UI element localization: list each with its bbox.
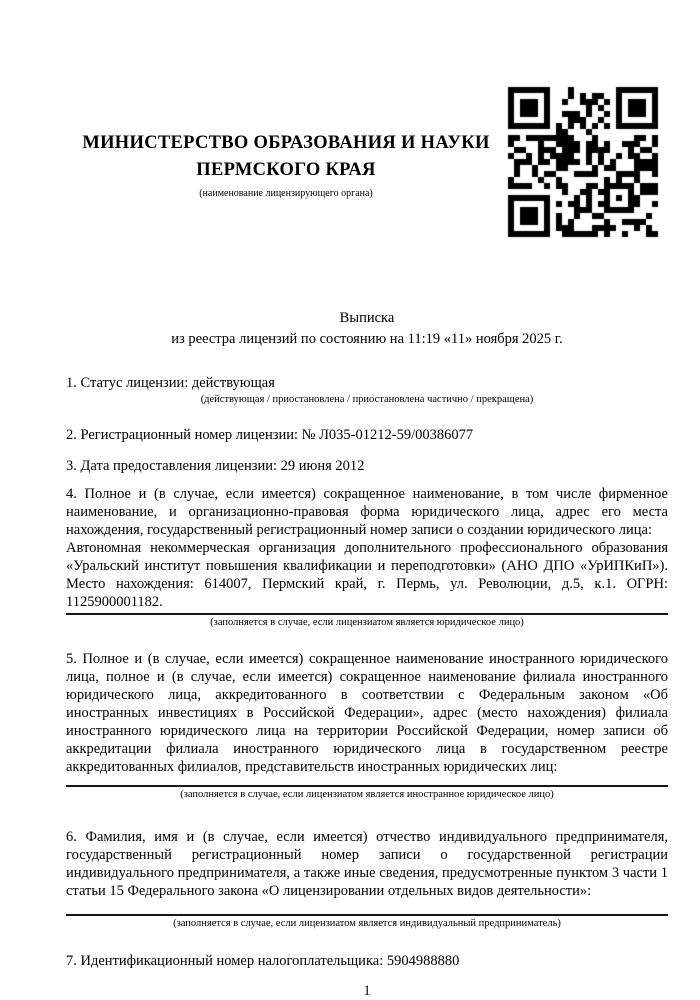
- ministry-name: [66, 130, 506, 184]
- divider-rule: [66, 914, 668, 916]
- page-number: 1: [363, 983, 371, 999]
- document-header: [0, 0, 700, 240]
- grant-date-line: 3. Дата предоставления лицензии: 29 июня 2012: [66, 458, 365, 474]
- empty-field-space: [66, 900, 668, 912]
- status-line: 1. Статус лицензии: действующая: [66, 375, 275, 391]
- document-title-block: [66, 308, 668, 350]
- license-item-reg-number: [66, 426, 668, 444]
- divider-rule: [66, 613, 668, 615]
- taxpayer-id-line: 7. Идентификационный номер налогоплательщика: 5904988880: [66, 953, 460, 969]
- entrepreneur-caption: (заполняется в случае, если лицензиатом является индивидуальный предприниматель): [173, 918, 561, 929]
- divider-rule: [66, 785, 668, 787]
- legal-entity-label: 4. Полное и (в случае, если имеется) сокращенное наименование, в том числе фирменное наименование, и организационно-правовая форма юридического лица, адрес его места нахождения, государственный регистрационный номер записи о создании юридического лица:: [66, 486, 668, 538]
- document-title: Выписка: [339, 310, 395, 326]
- license-item-legal-entity: [66, 485, 668, 629]
- empty-field-space: [66, 776, 668, 783]
- license-item-individual-entrepreneur: [66, 828, 668, 930]
- document-body: [0, 308, 700, 1000]
- legal-entity-value: Автономная некоммерческая организация дополнительного профессионального образования «Уральский институт повышения квалификации и переподготовки» (АНО ДПО «УрИПКиП»). Место нахождения: 614007, Пермский край, г. Пермь, ул. Революции, д.5, к.1. ОГРН: 1125900001182.: [66, 540, 668, 610]
- licensing-authority-block: [66, 130, 506, 200]
- ministry-caption: (наименование лицензирующего органа): [199, 188, 373, 199]
- reg-number-line: 2. Регистрационный номер лицензии: № Л035-01212-59/00386077: [66, 427, 474, 443]
- legal-entity-caption: (заполняется в случае, если лицензиатом является юридическое лицо): [210, 617, 524, 628]
- license-item-taxpayer-id: [66, 952, 668, 970]
- document-subtitle: из реестра лицензий по состоянию на 11:19 «11» ноября 2025 г.: [171, 331, 563, 347]
- foreign-entity-caption: (заполняется в случае, если лицензиатом является иностранное юридическое лицо): [180, 789, 554, 800]
- foreign-entity-label: 5. Полное и (в случае, если имеется) сокращенное наименование иностранного юридического лица, полное и (в случае, если имеется) сокращенное наименование филиала иностранного юридического лица, аккредитованного в соответствии с Федеральным законом «Об иностранных инвестициях в Российской Федерации», адрес (место нахождения) филиала иностранного юридического лица на территории Российской Федерации, номер записи об аккредитации филиала иностранного юридического лица в государственном реестре аккредитованных филиалов, представительств иностранных юридических лиц:: [66, 651, 668, 775]
- license-item-grant-date: [66, 457, 668, 475]
- qr-code-icon: [505, 84, 661, 240]
- ministry-name-line1: МИНИСТЕРСТВО ОБРАЗОВАНИЯ И НАУКИ: [82, 133, 490, 153]
- status-caption: (действующая / приостановлена / приостановлена частично / прекращена): [200, 394, 534, 405]
- entrepreneur-label: 6. Фамилия, имя и (в случае, если имеется) отчество индивидуального предпринимателя, государственный регистрационный номер записи о государственной регистрации индивидуального предпринимателя, а также иные сведения, предусмотренные пунктом 3 части 1 статьи 15 Федерального закона «О лицензировании отдельных видов деятельности»:: [66, 829, 668, 899]
- license-item-foreign-entity: [66, 650, 668, 801]
- license-item-status: [66, 374, 668, 406]
- ministry-name-line2: ПЕРМСКОГО КРАЯ: [196, 160, 376, 180]
